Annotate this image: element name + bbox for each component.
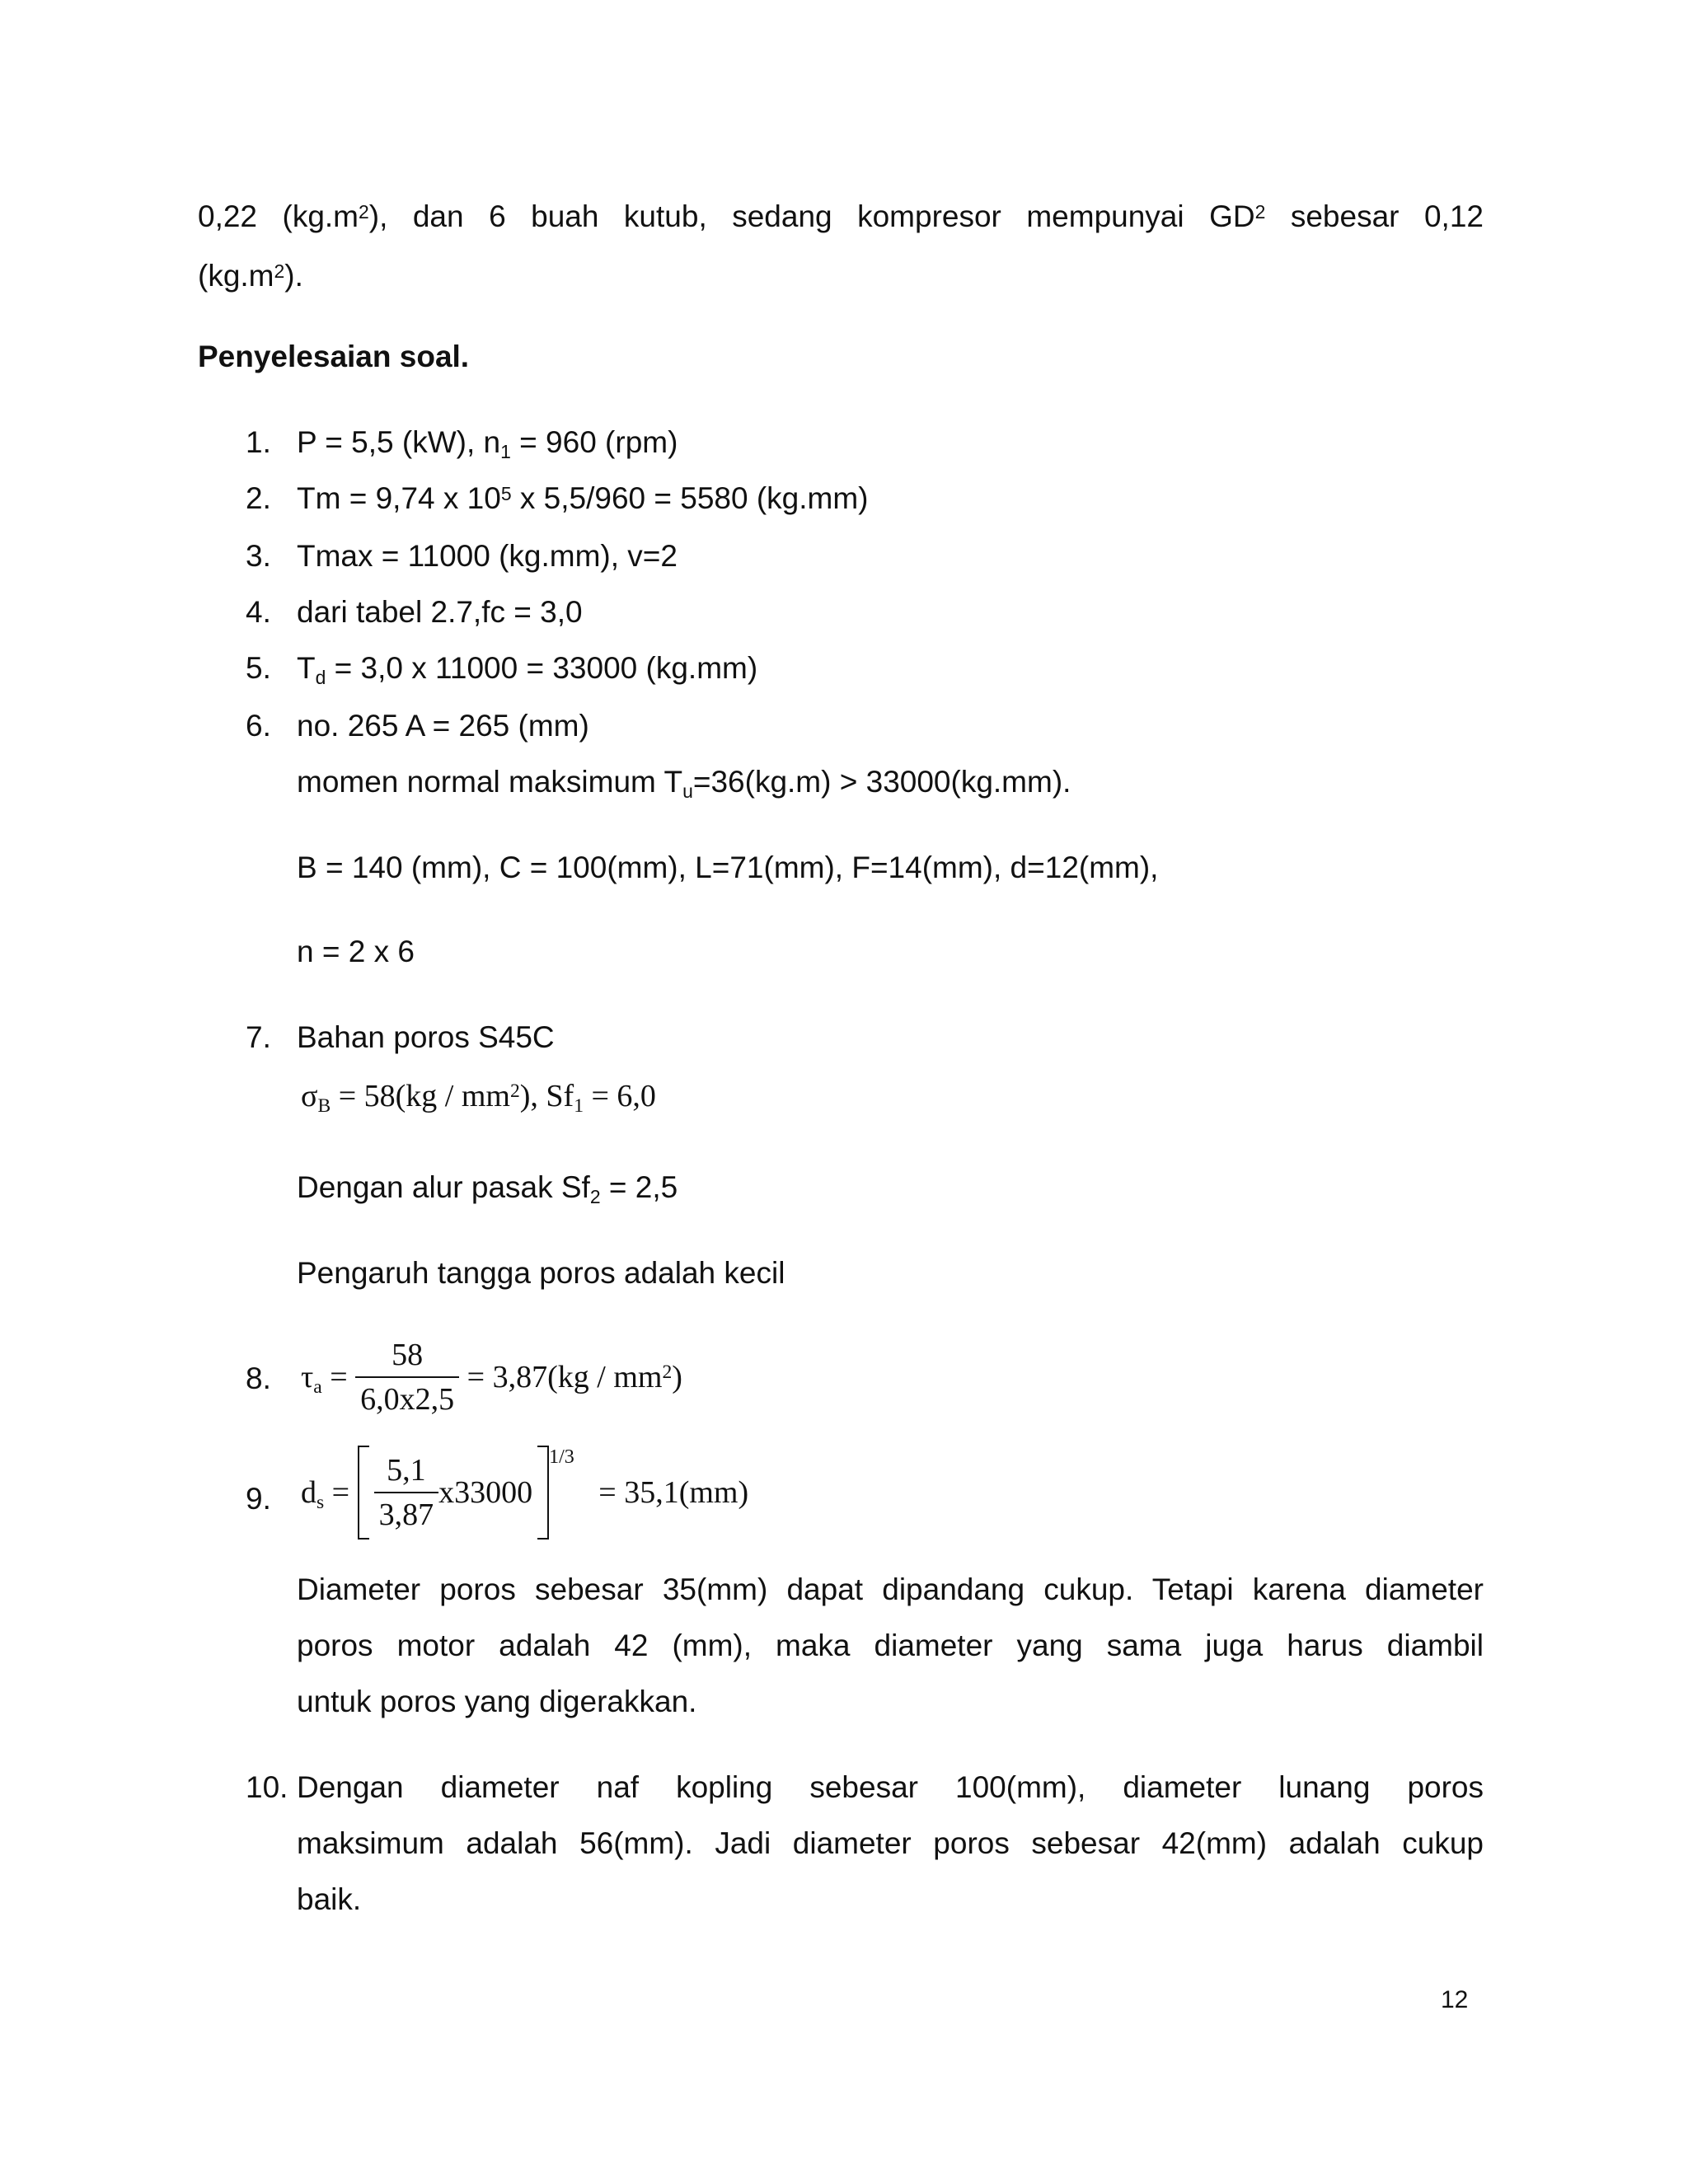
item-number-3: 3. (246, 539, 271, 573)
intro-line-1 (198, 196, 1484, 237)
subscript: B (317, 1095, 331, 1118)
item-9-paragraph-line-2: poros motor adalah 42 (mm), maka diameter yang sama juga harus diambil (297, 1629, 1484, 1662)
text: =36(kg.m) > 33000(kg.mm). (692, 765, 1071, 799)
item-number-5: 5. (246, 651, 271, 685)
section-heading: Penyelesaian soal. (198, 340, 470, 373)
item-7-equation (301, 1076, 656, 1117)
fraction (374, 1452, 439, 1533)
subscript: 2 (589, 1185, 601, 1207)
item-5 (297, 648, 757, 689)
page-number: 12 (1441, 1986, 1469, 2013)
text: = 3,87(kg / mm (459, 1360, 663, 1394)
superscript: 2 (1254, 200, 1266, 223)
item-4: dari tabel 2.7,fc = 3,0 (297, 595, 583, 629)
item-number-4: 4. (246, 595, 271, 629)
text: = 58(kg / mm (331, 1079, 510, 1113)
text: ), dan 6 buah kutub, sedang kompresor mempunyai GD (368, 199, 1255, 233)
item-number-2: 2. (246, 481, 271, 515)
superscript: 2 (274, 260, 285, 282)
item-number-1: 1. (246, 425, 271, 459)
fraction-denominator: 3,87 (378, 1497, 434, 1532)
fraction-denominator: 6,0x2,5 (360, 1382, 455, 1417)
subscript: 1 (574, 1095, 584, 1118)
item-number-6: 6. (246, 709, 271, 743)
subscript: 1 (500, 440, 511, 462)
text: = 3,0 x 11000 = 33000 (kg.mm) (326, 651, 758, 685)
superscript: 2 (509, 1080, 520, 1103)
fraction-numerator: 5,1 (374, 1452, 439, 1493)
item-9-equation (301, 1446, 749, 1533)
text: x 5,5/960 = 5580 (kg.mm) (511, 481, 869, 515)
item-7-line-3 (297, 1167, 678, 1208)
item-1 (297, 422, 678, 463)
text (301, 1360, 356, 1399)
item-10-line-2: maksimum adalah 56(mm). Jadi diameter poros sebesar 42(mm) adalah cukup (297, 1826, 1484, 1860)
text: τ (301, 1360, 314, 1394)
text (301, 1475, 358, 1514)
superscript: 2 (662, 1361, 673, 1384)
item-3: Tmax = 11000 (kg.mm), v=2 (297, 539, 678, 573)
text: ), Sf (519, 1079, 574, 1113)
item-10-line-1: Dengan diameter naf kopling sebesar 100(mm), diameter lunang poros (297, 1770, 1484, 1804)
item-9-paragraph-line-3: untuk poros yang digerakkan. (297, 1685, 697, 1718)
fraction (355, 1337, 459, 1418)
text: momen normal maksimum T (297, 765, 683, 799)
superscript: 2 (359, 200, 369, 223)
text: (kg.m (198, 259, 274, 293)
item-9-paragraph-line-1: Diameter poros sebesar 35(mm) dapat dipandang cukup. Tetapi karena diameter (297, 1572, 1484, 1606)
item-6: no. 265 A = 265 (mm) (297, 709, 589, 743)
text: = 960 (rpm) (510, 425, 678, 459)
exponent: 1/3 (549, 1446, 574, 1468)
item-6-line-4: n = 2 x 6 (297, 935, 415, 968)
text: σ (301, 1079, 318, 1113)
item-10-line-3: baik. (297, 1882, 362, 1916)
intro-line-2 (198, 255, 303, 297)
text: = (321, 1360, 356, 1394)
text: Dengan alur pasak Sf (297, 1170, 590, 1204)
subscript: u (682, 780, 693, 802)
text: = 2,5 (600, 1170, 678, 1204)
text: T (297, 651, 316, 685)
text: d (301, 1475, 316, 1510)
subscript: s (316, 1492, 325, 1514)
item-8-equation (301, 1337, 682, 1418)
item-6-line-3: B = 140 (mm), C = 100(mm), L=71(mm), F=14(mm), d=12(mm), (297, 851, 1159, 884)
text: ) (672, 1360, 682, 1394)
text: = 35,1(mm) (590, 1475, 749, 1510)
superscript: 5 (500, 482, 512, 504)
text: Tm = 9,74 x 10 (297, 481, 501, 515)
item-7: Bahan poros S45C (297, 1020, 555, 1054)
text: = 6,0 (583, 1079, 656, 1113)
subscript: a (313, 1376, 322, 1399)
item-6-line-2 (297, 762, 1071, 803)
left-bracket (358, 1446, 369, 1540)
text: x33000 (438, 1475, 533, 1510)
item-number-8: 8. (246, 1361, 271, 1395)
item-2 (297, 478, 869, 519)
text: = (324, 1475, 358, 1510)
text (459, 1360, 682, 1394)
item-number-10: 10. (246, 1770, 288, 1804)
bracket (358, 1452, 550, 1533)
text: ). (284, 259, 303, 293)
text: sebesar 0,12 (1265, 199, 1484, 233)
subscript: d (315, 666, 326, 688)
right-bracket (537, 1446, 549, 1540)
fraction-numerator: 58 (355, 1337, 459, 1378)
text: 0,22 (kg.m (198, 199, 359, 233)
item-number-9: 9. (246, 1482, 271, 1516)
item-number-7: 7. (246, 1020, 271, 1054)
item-7-line-4: Pengaruh tangga poros adalah kecil (297, 1256, 785, 1290)
text: P = 5,5 (kW), n (297, 425, 501, 459)
